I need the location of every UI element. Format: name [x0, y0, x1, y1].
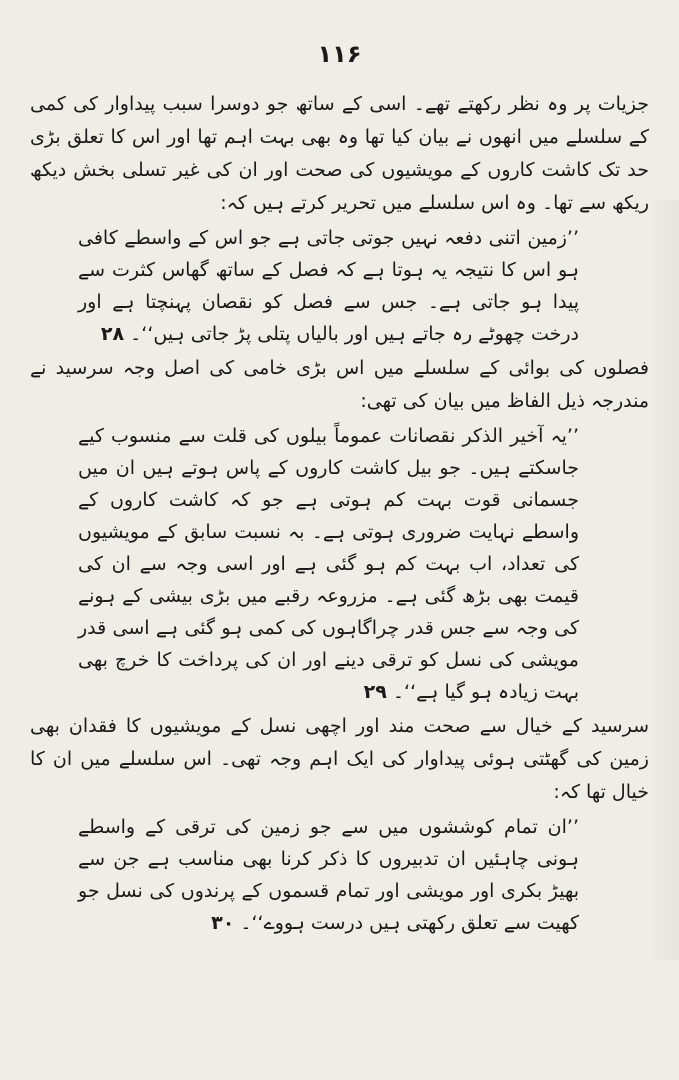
body-paragraph-1: جزیات پر وہ نظر رکھتے تھے۔ اسی کے ساتھ جو دوسرا سبب پیداوار کی کمی کے سلسلے میں انھوں نے بیان کیا تھا وہ بھی بہت اہم تھا اور اس کا تعلق بڑی حد تک کاشت کاروں کے مویشیوں کی صحت اور ان کی غیر تسلی بخش دیکھ ریکھ سے تھا۔ وہ اس سلسلے میں تحریر کرتے ہیں کہ:: [30, 93, 649, 214]
block-quote-29: [30, 420, 649, 708]
page-edge-shadow: [649, 200, 679, 960]
footnote-ref: ۳۰: [211, 912, 235, 934]
body-paragraph-3: سرسید کے خیال سے صحت مند اور اچھی نسل کے مویشیوں کا فقدان بھی زمین کی گھٹتی ہوئی پیداوار کی ایک اہم وجہ تھی۔ اس سلسلے میں ان کا خیال تھا کہ:: [30, 715, 649, 803]
footnote-ref: ۲۹: [363, 681, 387, 703]
quote-text: ’’یہ آخیر الذکر نقصانات عموماً بیلوں کی قلت سے منسوب کیے جاسکتے ہیں۔ جو بیل کاشت کاروں کے پاس ہوتے ہیں ان میں جسمانی قوت بہت کم ہوتی ہے جو کہ کاشت کاروں کے واسطے نہایت ضروری ہوتی ہے۔ بہ نسبت سابق کے مویشیوں کی تعداد، اب بہت کم ہو گئی ہے اور اسی وجہ سے ان کی قیمت بھی بڑھ گئی ہے۔ مزروعہ رقبے میں بڑی بیشی کے ہونے کی وجہ سے جس قدر چراگاہوں کی کمی ہو گئی ہے اسی قدر مویشی کی نسل کو ترقی دینے اور ان کی پرداخت کا خرچ بھی بہت زیادہ ہو گیا ہے‘‘۔: [78, 425, 579, 703]
block-quote-28: [30, 222, 649, 350]
block-quote-30: [30, 811, 649, 939]
page-body: [30, 88, 649, 941]
quote-text: ’’زمین اتنی دفعہ نہیں جوتی جاتی ہے جو اس کے واسطے کافی ہو اس کا نتیجہ یہ ہوتا ہے کہ فصل کے ساتھ گھاس کثرت سے پیدا ہو جاتی ہے۔ جس سے فصل کو نقصان پہنچتا ہے اور درخت چھوٹے رہ جاتے ہیں اور بالیاں پتلی پڑ جاتی ہیں‘‘۔: [78, 227, 579, 345]
footnote-ref: ۲۸: [100, 323, 125, 345]
quote-text: ’’ان تمام کوششوں میں سے جو زمین کی ترقی کے واسطے ہونی چاہئیں ان تدبیروں کا ذکر کرنا بھی مناسب ہے جن سے بھیڑ بکری اور مویشی اور تمام قسموں کے پرندوں کی نسل جو کھیت سے تعلق رکھتی ہیں درست ہووے‘‘۔: [78, 816, 579, 934]
page-number: ۱۱۶: [317, 40, 362, 68]
body-paragraph-2: فصلوں کی بوائی کے سلسلے میں اس بڑی خامی کی اصل وجہ سرسید نے مندرجہ ذیل الفاظ میں بیان کی تھی:: [30, 357, 649, 412]
